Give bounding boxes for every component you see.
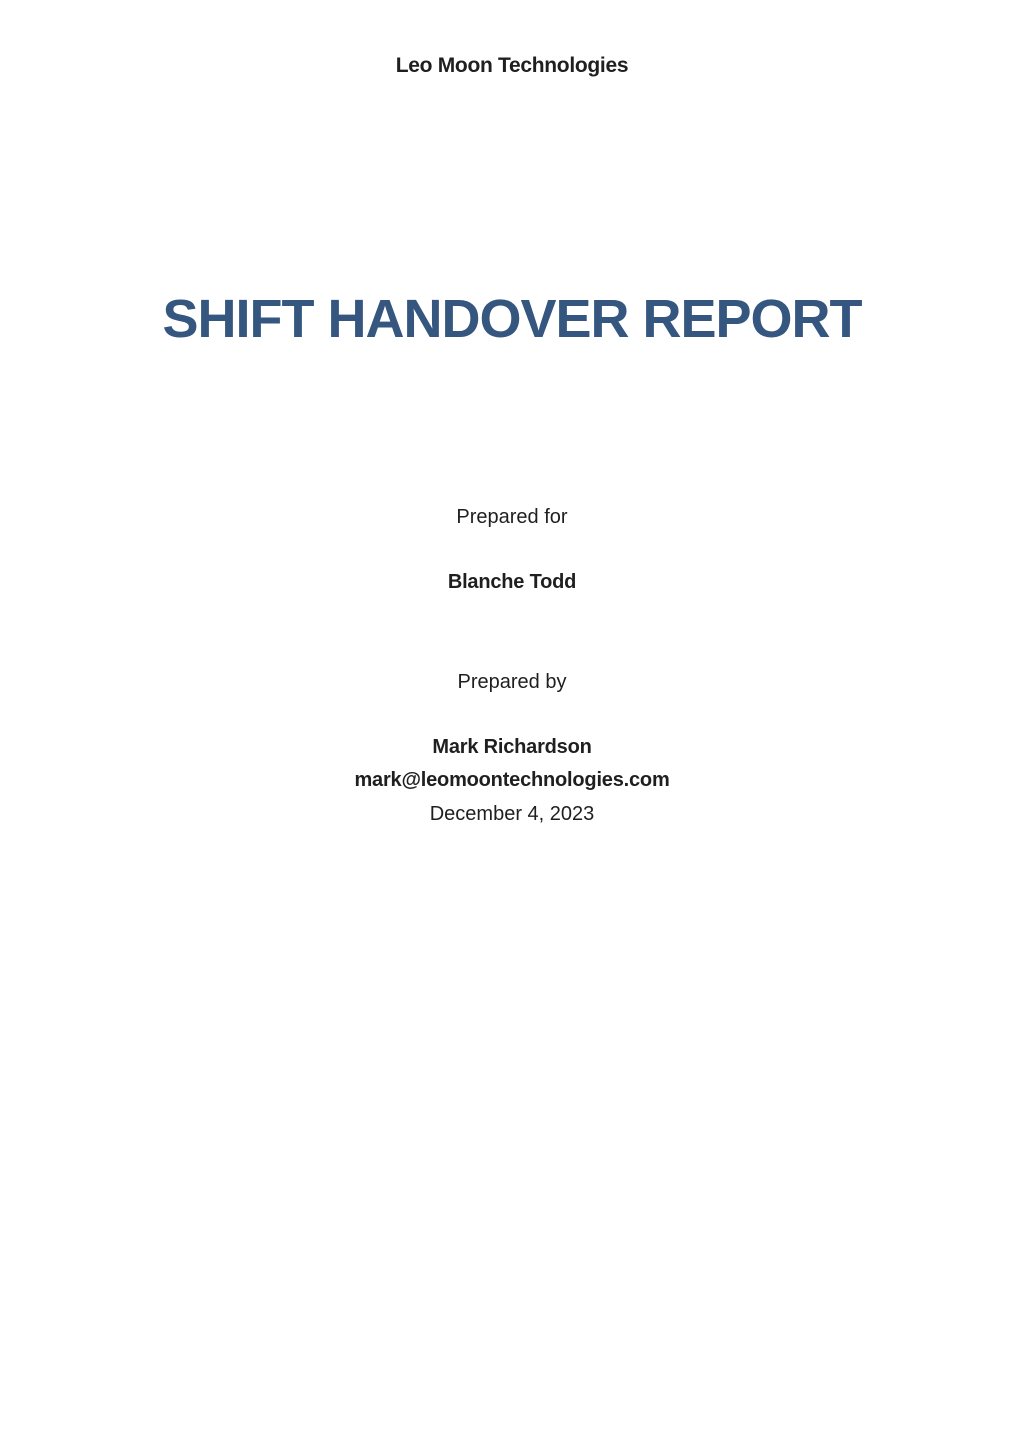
prepared-by-label: Prepared by — [457, 671, 567, 693]
prepared-by-name: Mark Richardson — [432, 736, 592, 758]
report-title: SHIFT HANDOVER REPORT — [162, 289, 862, 349]
prepared-for-label: Prepared for — [456, 506, 568, 528]
prepared-for-name: Blanche Todd — [447, 571, 577, 593]
company-name: Leo Moon Technologies — [395, 54, 629, 77]
prepared-by-email: mark@leomoontechnologies.com — [354, 769, 670, 791]
report-date: December 4, 2023 — [429, 803, 595, 825]
